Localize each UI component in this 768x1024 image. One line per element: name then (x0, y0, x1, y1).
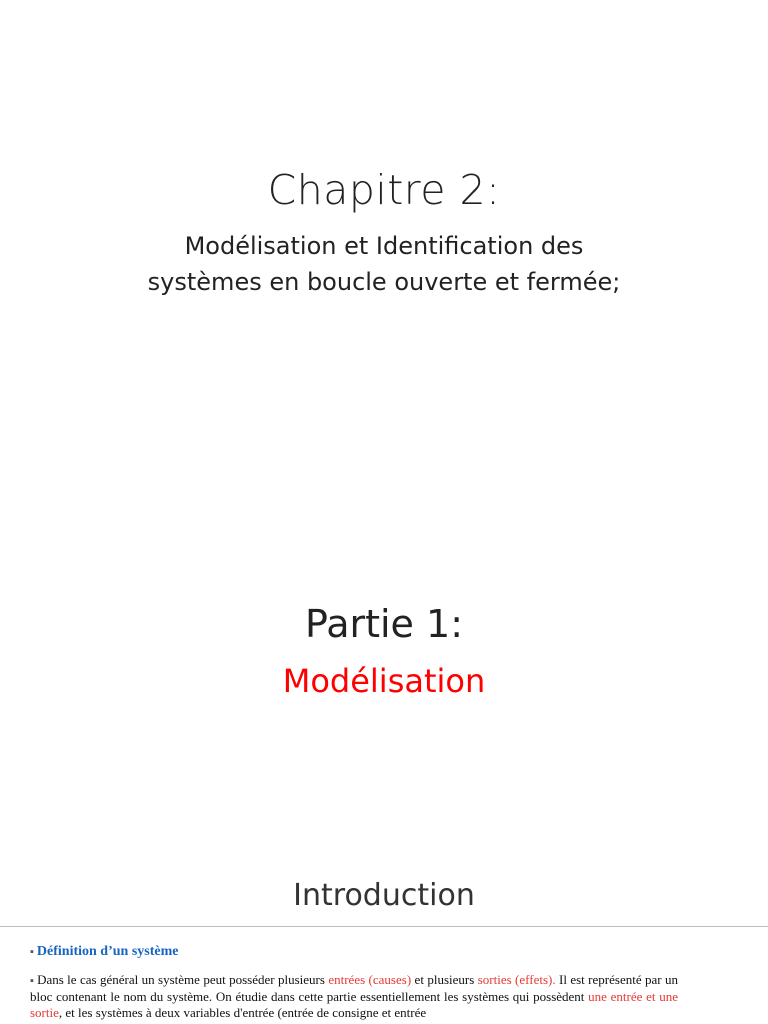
introduction-title: Introduction (293, 878, 475, 913)
highlight-outputs: sorties (effets). (477, 972, 556, 987)
paragraph-text-4: , et les systèmes à deux variables d'entrée (entrée de consigne et entrée (58, 1005, 427, 1020)
chapter-subtitle-line-2: systèmes en boucle ouverte et fermée; (147, 268, 621, 296)
highlight-single-io: une entrée et une sortie (30, 989, 678, 1020)
part-subtitle: Modélisation (282, 662, 486, 700)
chapter-subtitle (0, 228, 768, 300)
chapter-title: Chapitre 2: (267, 166, 501, 214)
definition-heading (30, 944, 178, 960)
bullet-icon: ▪ (30, 975, 35, 987)
definition-heading-text: Définition d’un système (36, 944, 179, 959)
slide-chapter (0, 0, 768, 340)
highlight-inputs: entrées (causes) (328, 972, 412, 987)
paragraph-text-1: Dans le cas général un système peut posséder plusieurs (37, 972, 329, 987)
section-divider (0, 926, 768, 927)
bullet-icon: ▪ (30, 946, 34, 958)
part-title: Partie 1: (304, 602, 463, 646)
chapter-subtitle-line-1: Modélisation et Identification des (184, 232, 584, 260)
definition-paragraph (30, 972, 678, 1021)
paragraph-text-3: Il est représenté par un bloc contenant le nom du système. On étudie dans cette partie essentiellement les systèmes qui possèdent (30, 972, 679, 1004)
paragraph-text-2: et plusieurs (411, 972, 478, 987)
slide-introduction (0, 860, 768, 1024)
slide-part (0, 560, 768, 740)
